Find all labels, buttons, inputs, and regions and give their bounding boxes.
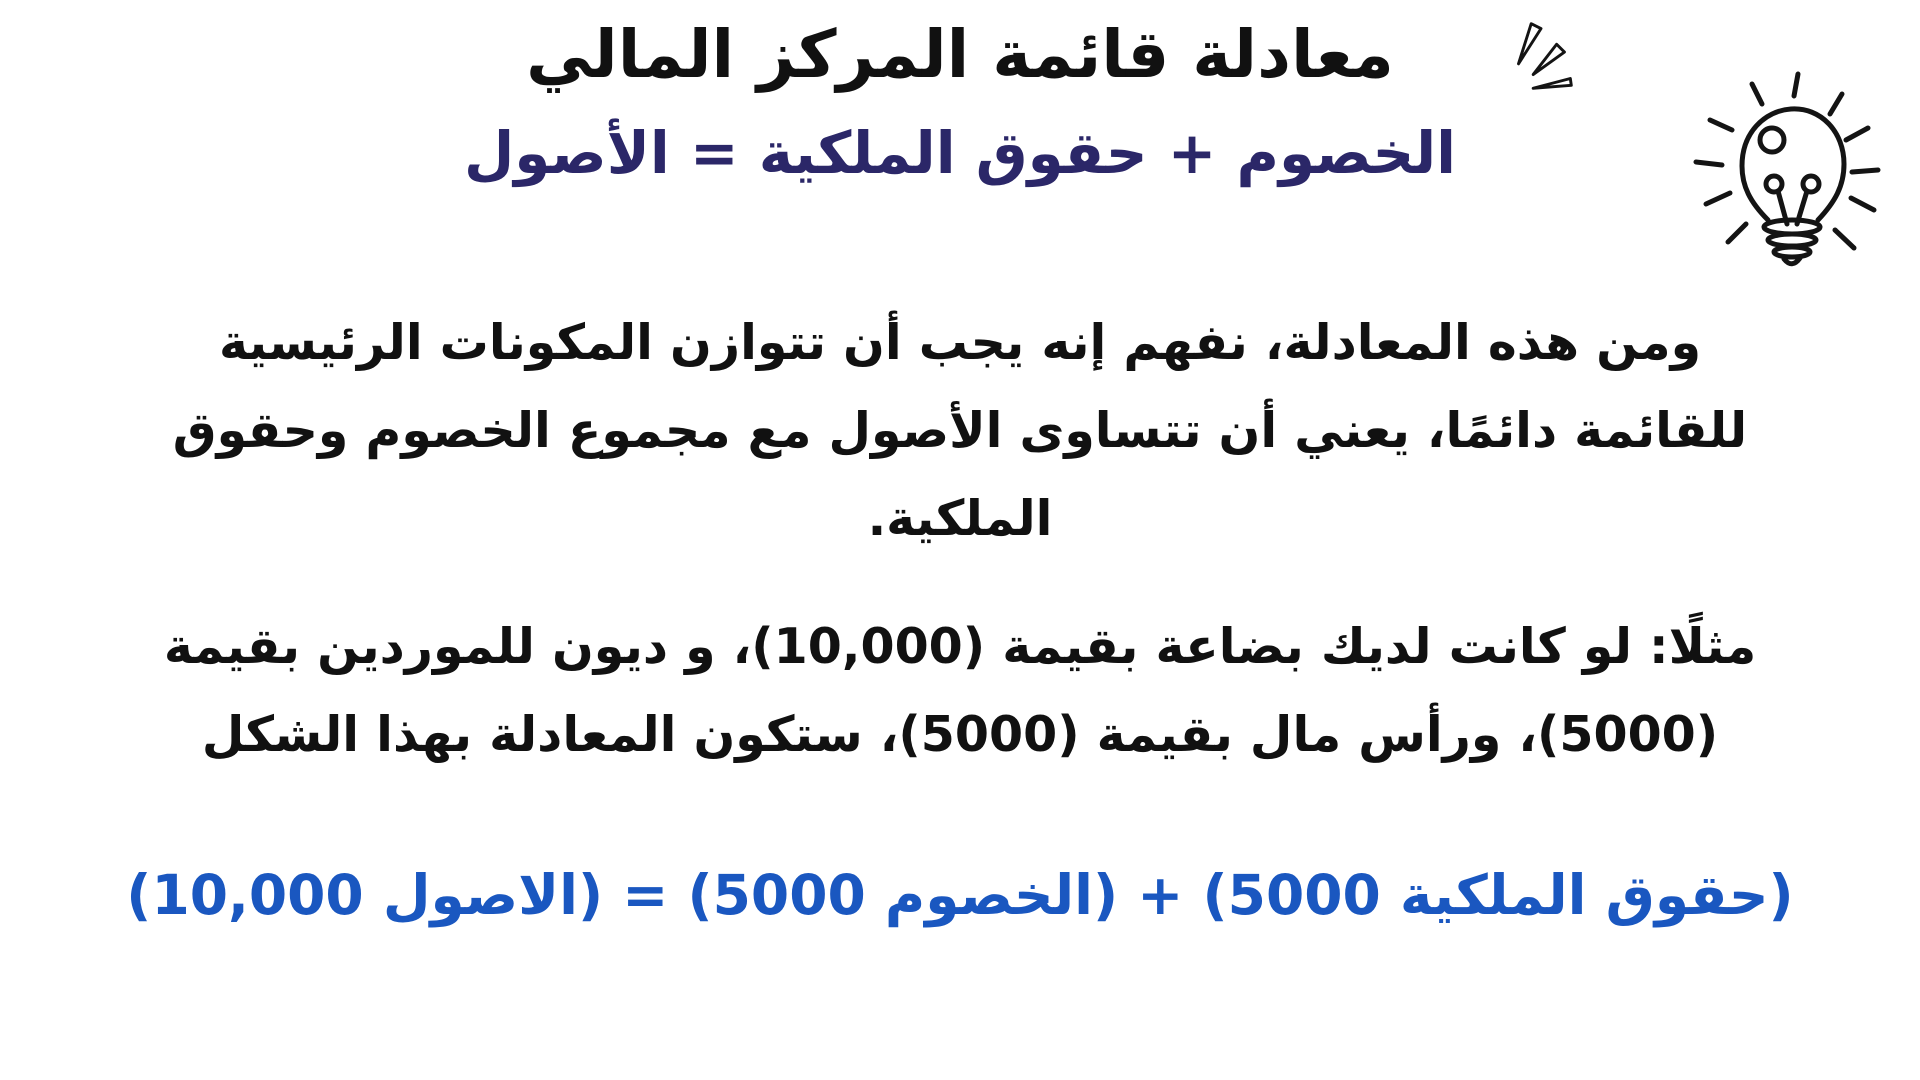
- example-paragraph: [0, 603, 1920, 779]
- intro-line-3: الملكية.: [867, 490, 1053, 547]
- intro-line-2: للقائمة دائمًا، يعني أن تتساوى الأصول مع مجموع الخصوم وحقوق: [172, 402, 1748, 459]
- example-line-2: (5000)، ورأس مال بقيمة (5000)، ستكون المعادلة بهذا الشكل: [201, 706, 1719, 763]
- example-line-1: مثلًا: لو كانت لديك بضاعة بقيمة (10,000)، و ديون للموردين بقيمة: [163, 618, 1757, 675]
- intro-paragraph: [0, 299, 1920, 563]
- example-equation: (حقوق الملكية 5000) + (الخصوم 5000) = (الاصول 10,000): [126, 863, 1794, 927]
- intro-line-1: ومن هذه المعادلة، نفهم إنه يجب أن تتوازن المكونات الرئيسية: [218, 314, 1702, 371]
- page-title: معادلة قائمة المركز المالي: [526, 16, 1394, 93]
- main-equation: الخصوم + حقوق الملكية = الأصول: [463, 119, 1456, 187]
